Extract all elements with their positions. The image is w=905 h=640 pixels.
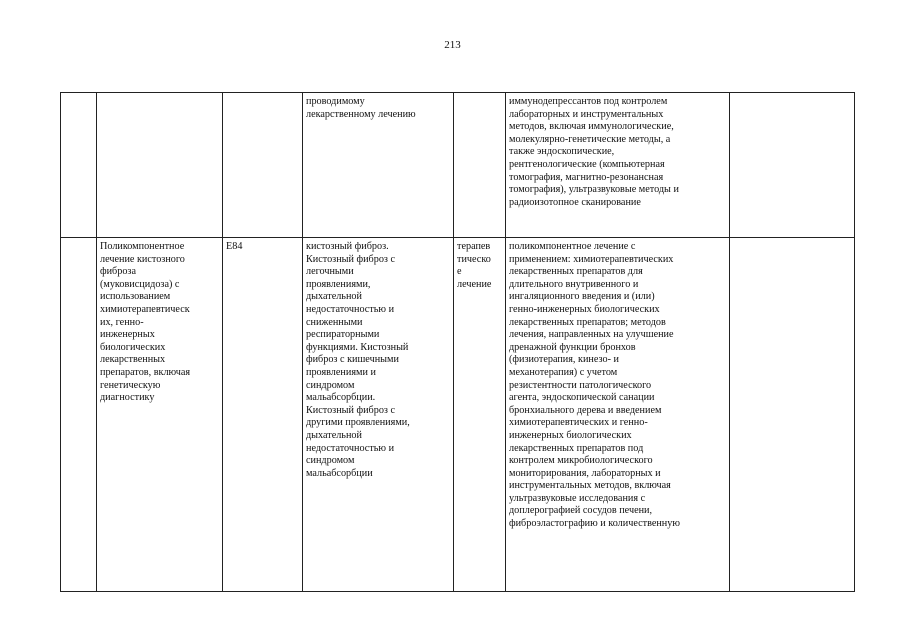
table-cell-treatment-method: иммунодепрессантов под контролем лабораторных и инструментальных методов, включая иммунологические, молекулярно-генетические методы, а также эндоскопические, рентгенологические (компьютерная томография, магнитно-резонансная томография), ультразвуковые методы и радиоизотопное сканирование [506, 93, 730, 238]
table-cell-cost [730, 93, 855, 238]
table-cell-treatment-method: поликомпонентное лечение с применением: химиотерапевтических лекарственных препаратов для длительного внутривенного и ингаляционного введения и (или) генно-инженерных биологических лекарственных препаратов; методов лечения, направленных на улучшение дренажной функции бронхов (физиотерапия, кинезо- и механотерапия) с учетом резистентности патологического агента, эндоскопической санации бронхиального дерева и введением химиотерапевтических и генно- инженерных биологических лекарственных препаратов под контролем микробиологического мониторирования, лабораторных и инструментальных методов, включая ультразвуковые исследования с доплерографией сосудов печени, фиброэластографию и количественную [506, 238, 730, 592]
table-cell-patient-model: проводимому лекарственному лечению [303, 93, 454, 238]
table-cell-treatment-name: Поликомпонентное лечение кистозного фиброза (муковисцидоза) с использованием химиотерапевтическ их, генно- инженерных биологических лекарственных препаратов, включая генетическую диагностику [97, 238, 223, 592]
table-cell-treatment-type [454, 93, 506, 238]
table-cell-cost [730, 238, 855, 592]
table-cell-treatment-name [97, 93, 223, 238]
table-row [61, 93, 855, 238]
table-cell-treatment-type: терапев тическо е лечение [454, 238, 506, 592]
table-cell-number [61, 93, 97, 238]
table-cell-patient-model: кистозный фиброз. Кистозный фиброз с легочными проявлениями, дыхательной недостаточностью и сниженными респираторными функциями. Кистозный фиброз с кишечными проявлениями и синдромом мальабсорбции. Кистозный фиброз с другими проявлениями, дыхательной недостаточностью и синдромом мальабсорбции [303, 238, 454, 592]
table-cell-icd-code [223, 93, 303, 238]
table-cell-icd-code: E84 [223, 238, 303, 592]
table-cell-number [61, 238, 97, 592]
page-number: 213 [444, 39, 461, 51]
table-row [61, 238, 855, 592]
document-table [60, 92, 855, 592]
